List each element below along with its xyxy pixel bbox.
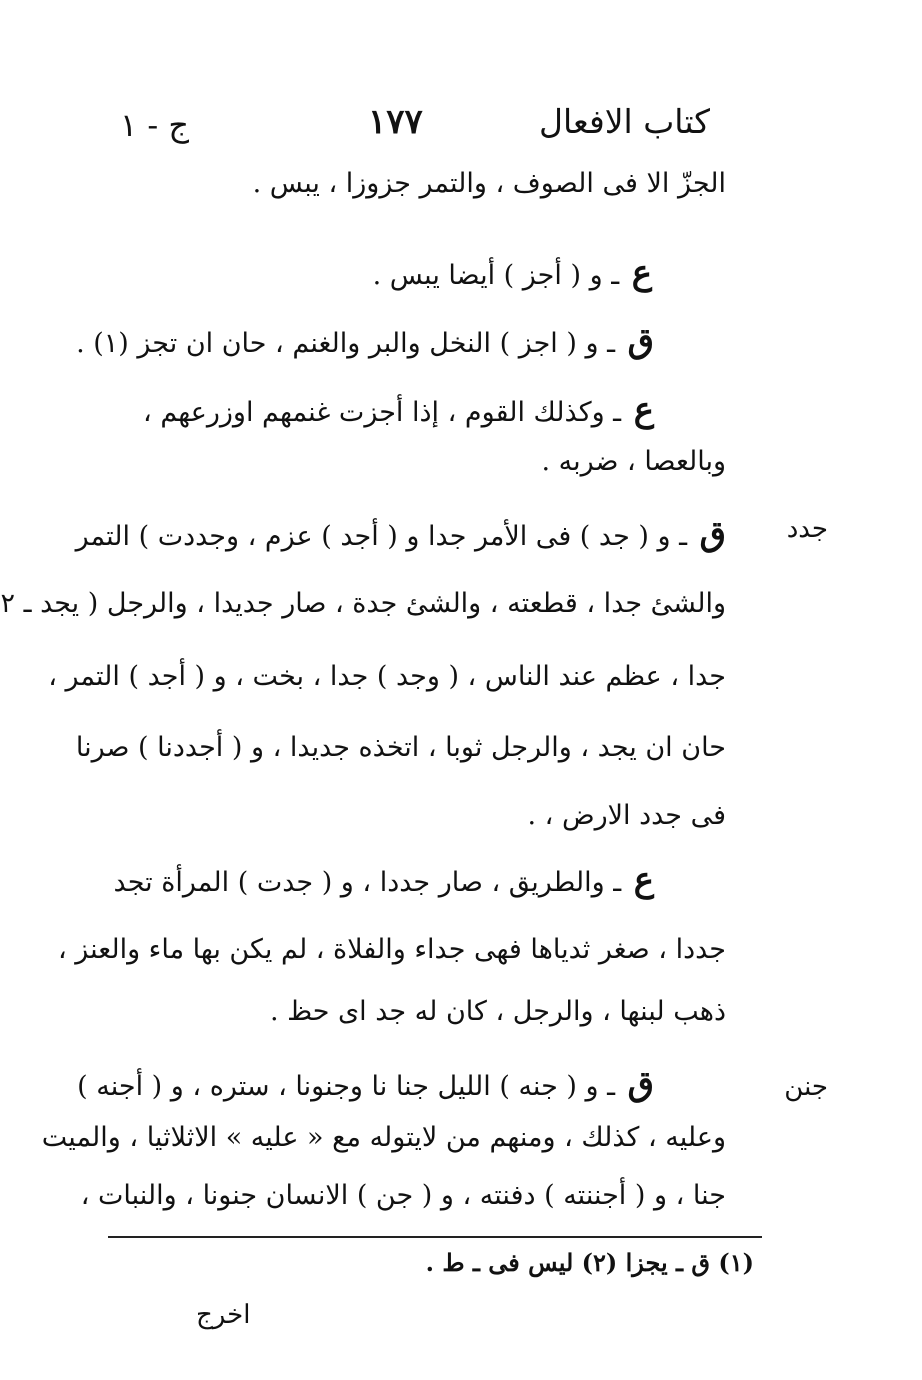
text-line [114,860,654,901]
volume-label: ج - ١ [120,106,189,144]
line-text: جددا ، صغر ثدياها فهى جداء والفلاة ، لم يكن بها ماء والعنز ، [57,934,726,965]
text-line [48,661,726,693]
line-text: فى جدد الارض ، . [527,800,726,831]
text-line [76,732,726,764]
line-text: ـ و ( جد ) فى الأمر جدا و ( أجد ) عزم ، وجددت ) التمر [75,521,688,552]
text-line [253,168,726,200]
book-title: كتاب الافعال [539,102,710,141]
line-text: الجزّ الا فى الصوف ، والتمر جزوزا ، يبس . [252,168,726,199]
source-tag: ع [633,860,654,900]
line-text: وعليه ، كذلك ، ومنهم من لايتوله مع « عليه » الاثلاثيا ، والميت [41,1122,726,1153]
text-line [81,1180,726,1212]
source-tag: ع [631,253,652,293]
line-text: ذهب لبنها ، والرجل ، كان له جد اى حظ . [269,996,726,1027]
margin-entry-jnn: جنن [784,1072,828,1102]
text-line [58,934,726,966]
line-text: جنا ، و ( أجننته ) دفنته ، و ( جن ) الانسان جنونا ، والنبات ، [80,1180,726,1211]
line-text: والشئ جدا ، قطعته ، والشئ جدة ، صار جديدا ، والرجل ( يجد ـ ٢ [0,588,726,619]
footnote: (١) ق ـ يجزا (٢) ليس فى ـ ط . [425,1248,754,1277]
line-text: جدا ، عظم عند الناس ، ( وجد ) جدا ، بخت ، و ( أجد ) التمر ، [48,661,726,692]
line-text: ـ وكذلك القوم ، إذا أجزت غنمهم اوزرعهم ، [143,397,622,428]
text-line [77,1064,654,1105]
line-text: وبالعصا ، ضربه . [541,446,726,477]
line-text: حان ان يجد ، والرجل ثوبا ، اتخذه جديدا ، و ( أجددنا ) صرنا [75,732,726,763]
source-tag: ق [627,321,654,361]
footnote-divider [108,1236,762,1238]
line-text: ـ والطريق ، صار جددا ، و ( جدت ) المرأة تجد [113,867,622,898]
line-text: ـ و ( جنه ) الليل جنا نا وجنونا ، ستره ، و ( أجنه ) [77,1071,616,1102]
source-tag: ق [699,514,726,554]
text-line [76,321,654,362]
text-line [0,588,726,620]
source-tag: ق [627,1064,654,1104]
text-line [541,446,726,478]
source-tag: ع [633,390,654,430]
text-line [143,390,654,431]
text-line [76,514,726,555]
page-number: ١٧٧ [368,102,423,142]
catchword: اخرج [196,1300,251,1330]
text-line [42,1122,726,1154]
text-line [270,996,726,1028]
line-text: ـ و ( أجز ) أيضا يبس . [372,260,620,291]
text-line [373,253,652,294]
text-line [527,800,726,832]
margin-entry-jdd: جدد [786,514,828,544]
line-text: ـ و ( اجز ) النخل والبر والغنم ، حان ان تجز (١) . [76,328,616,359]
